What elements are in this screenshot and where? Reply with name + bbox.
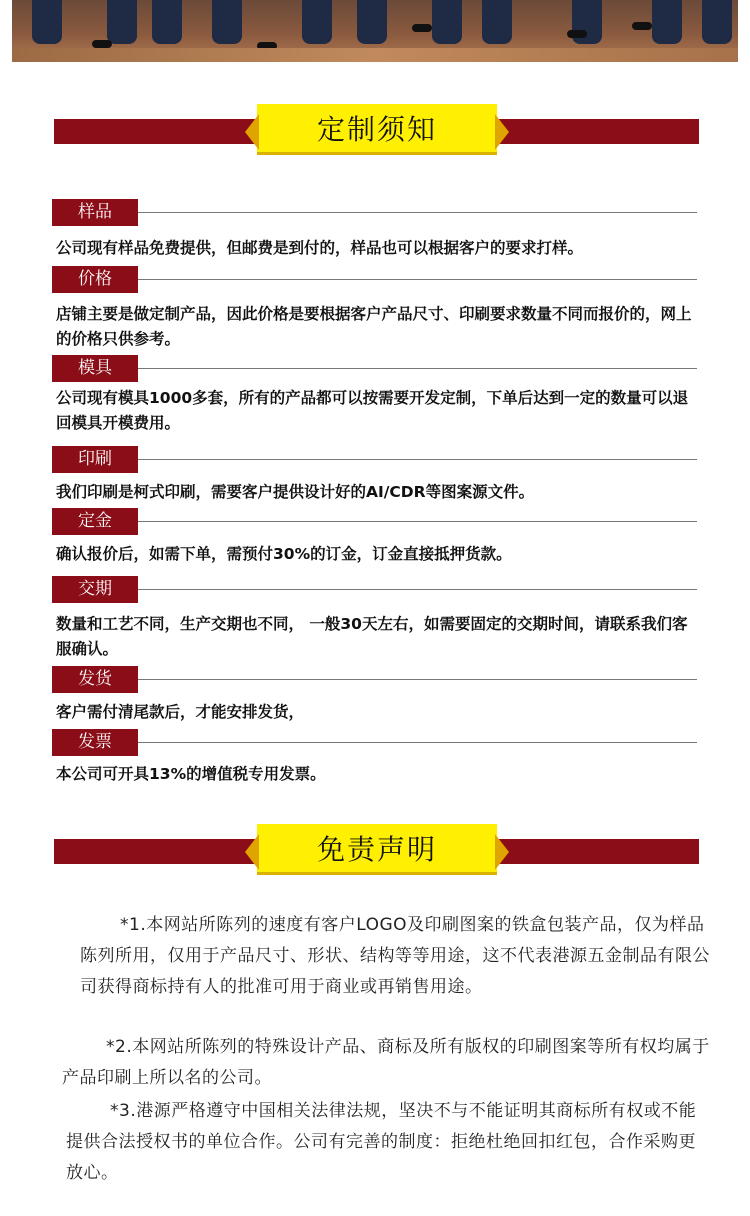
disclaimer-title: 免责声明	[257, 824, 497, 872]
item-text-invoice: 本公司可开具13%的增值税专用发票。	[56, 765, 326, 783]
item-header-shipping	[52, 666, 697, 694]
notice-banner	[54, 107, 699, 153]
item-header-printing	[52, 446, 697, 474]
item-label: 样品	[52, 199, 138, 226]
item-text-sample: 公司现有样品免费提供，但邮费是到付的，样品也可以根据客户的要求打样。	[56, 239, 584, 257]
disclaimer-banner	[54, 827, 699, 873]
item-text-price: 店铺主要是做定制产品，因此价格是要根据客户产品尺寸、印刷要求数量不同而报价的，网上的价格只供参考。	[56, 305, 692, 348]
item-header-mold	[52, 355, 697, 383]
item-text-shipping: 客户需付清尾款后，才能安排发货，	[56, 703, 305, 721]
item-label: 模具	[52, 355, 138, 382]
item-label: 发票	[52, 729, 138, 756]
item-label: 印刷	[52, 446, 138, 473]
disclaimer-paragraph-1: *1.本网站所陈列的速度有客户LOGO及印刷图案的铁盒包装产品，仅为样品陈列所用，仅用于产品尺寸、形状、结构等等用途，这不代表港源五金制品有限公司获得商标持有人的批准可用于商业或再销售用途。	[80, 915, 710, 997]
item-header-deposit	[52, 508, 697, 536]
item-text-mold: 公司现有模具1000多套，所有的产品都可以按需要开发定制，下单后达到一定的数量可以退回模具开模费用。	[56, 389, 689, 432]
disclaimer-paragraph-2: *2.本网站所陈列的特殊设计产品、商标及所有版权的印刷图案等所有权均属于产品印刷上所以名的公司。	[62, 1037, 710, 1088]
item-text-printing: 我们印刷是柯式印刷，需要客户提供设计好的AI/CDR等图案源文件。	[56, 483, 535, 501]
item-header-price	[52, 266, 697, 294]
item-label: 发货	[52, 666, 138, 693]
team-photo	[12, 0, 738, 62]
item-label: 交期	[52, 576, 138, 603]
item-header-sample	[52, 199, 697, 227]
item-text-deposit: 确认报价后，如需下单，需预付30%的订金，订金直接抵押货款。	[56, 545, 512, 563]
item-label: 价格	[52, 266, 138, 293]
item-label: 定金	[52, 508, 138, 535]
disclaimer-paragraph-3: *3.港源严格遵守中国相关法律法规，坚决不与不能证明其商标所有权或不能提供合法授权书的单位合作。公司有完善的制度：拒绝杜绝回扣红包，合作采购更放心。	[66, 1101, 697, 1183]
item-text-delivery-time: 数量和工艺不同，生产交期也不同， 一般30天左右，如需要固定的交期时间，请联系我们客服确认。	[56, 615, 688, 658]
item-header-invoice	[52, 729, 697, 757]
notice-title: 定制须知	[257, 104, 497, 152]
item-header-delivery-time	[52, 576, 697, 604]
